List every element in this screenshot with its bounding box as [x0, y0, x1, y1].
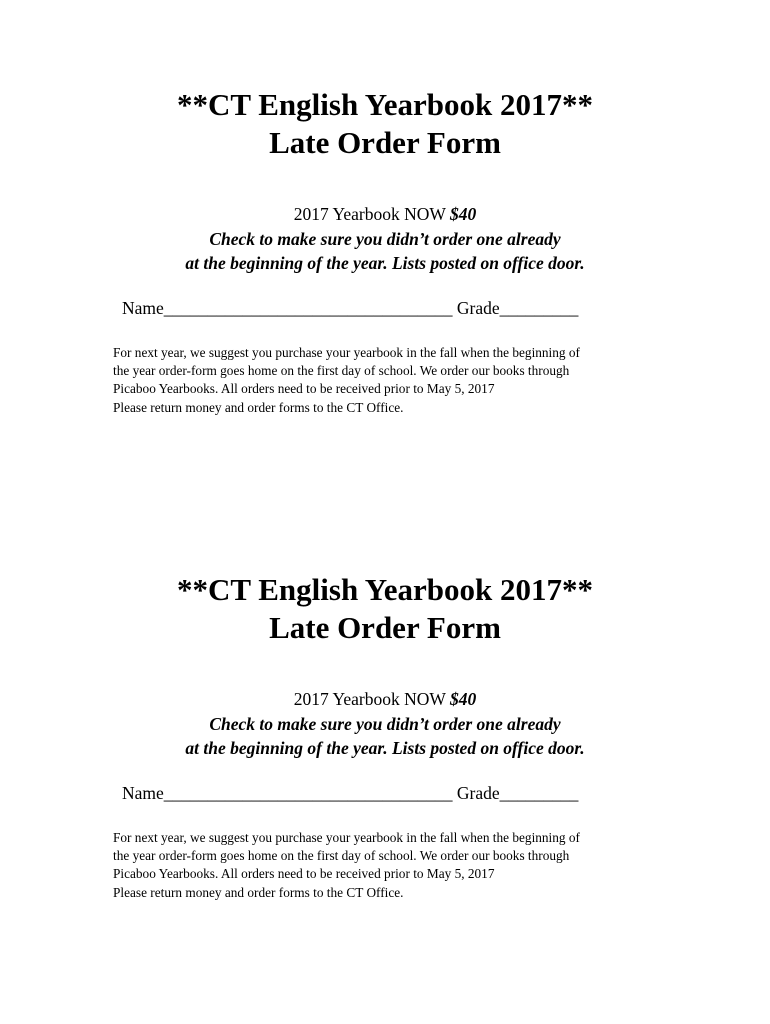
form-instructions	[113, 344, 673, 417]
price-line	[0, 688, 770, 710]
notice-line-1: Check to make sure you didn’t order one already	[209, 714, 561, 734]
form-title	[0, 86, 770, 162]
instruction-line: Please return money and order forms to the CT Office.	[113, 399, 404, 415]
order-notice	[0, 227, 770, 275]
form-title	[0, 571, 770, 647]
title-line-2: Late Order Form	[269, 610, 501, 645]
instruction-line: the year order-form goes home on the first day of school. We order our books through	[113, 848, 570, 864]
notice-line-2: at the beginning of the year. Lists posted on office door.	[185, 253, 585, 273]
instruction-line: Picaboo Yearbooks. All orders need to be received prior to May 5, 2017	[113, 381, 495, 397]
price-value: $40	[449, 689, 477, 709]
notice-line-2: at the beginning of the year. Lists posted on office door.	[185, 738, 585, 758]
instruction-line: Please return money and order forms to the CT Office.	[113, 884, 404, 900]
name-grade-field: Name_________________________________ Grade_________	[122, 298, 579, 318]
order-form-2	[0, 571, 770, 900]
order-notice	[0, 712, 770, 760]
instruction-line: the year order-form goes home on the first day of school. We order our books through	[113, 363, 570, 379]
instruction-line: Picaboo Yearbooks. All orders need to be received prior to May 5, 2017	[113, 866, 495, 882]
order-form-1	[0, 86, 770, 415]
instruction-line: For next year, we suggest you purchase your yearbook in the fall when the beginning of	[113, 830, 580, 845]
price-line	[0, 203, 770, 225]
title-line-1: **CT English Yearbook 2017**	[176, 572, 593, 607]
title-line-1: **CT English Yearbook 2017**	[176, 87, 593, 122]
title-line-2: Late Order Form	[269, 125, 501, 160]
price-label: 2017 Yearbook NOW	[293, 204, 450, 224]
instruction-line: For next year, we suggest you purchase your yearbook in the fall when the beginning of	[113, 345, 580, 360]
notice-line-1: Check to make sure you didn’t order one already	[209, 229, 561, 249]
form-instructions	[113, 829, 673, 902]
name-grade-field: Name_________________________________ Grade_________	[122, 783, 579, 803]
price-value: $40	[449, 204, 477, 224]
price-label: 2017 Yearbook NOW	[293, 689, 450, 709]
